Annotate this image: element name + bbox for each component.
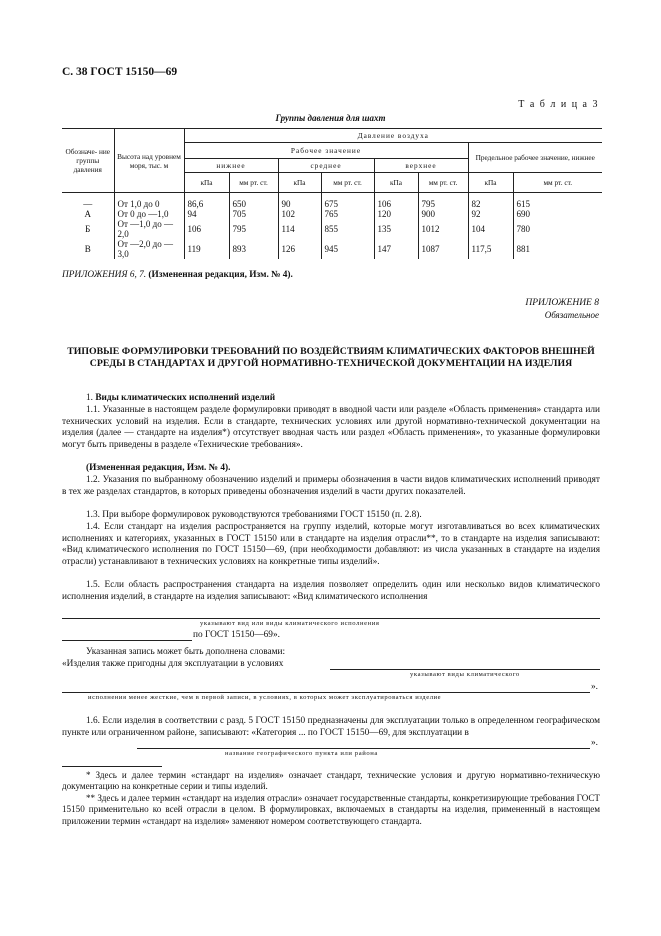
table-row	[62, 199, 602, 209]
fill-caption: название географического пункта или района	[225, 750, 378, 757]
cell-value: 126	[278, 239, 321, 259]
cell-value: 135	[374, 219, 418, 239]
cell-value: 615	[513, 199, 602, 209]
quote-end: ».	[591, 682, 598, 692]
cell-value: 650	[229, 199, 278, 209]
cell-value: 855	[321, 219, 374, 239]
cell-value: 690	[513, 209, 602, 219]
cell-value: 117,5	[468, 239, 513, 259]
cell-value: 147	[374, 239, 418, 259]
cell-value: 765	[321, 209, 374, 219]
cell-height: От —1,0 до —2,0	[114, 219, 184, 239]
footnote-2: ** Здесь и далее термин «стандарт на изделия отрасли» означает государственные стандарты, конкретизирующие требования ГОСТ 15150 применительно ко всей отрасли в целом. В формулировках, включаемых в стандарты на изделия, примененный в настоящем приложении термин «стандарт на изделия» заменяют номером соответствующего стандарта.	[62, 793, 600, 826]
cell-value: 104	[468, 219, 513, 239]
appendix-8-label	[525, 297, 599, 321]
fill-line	[137, 748, 590, 749]
cell-value: 114	[278, 219, 321, 239]
table-row	[62, 209, 602, 219]
footnote-divider	[62, 766, 162, 767]
lower-header: нижнее	[184, 159, 278, 173]
cell-height: От —2,0 до —3,0	[114, 239, 184, 259]
appendix-6-7-note	[62, 270, 600, 282]
section-title: Виды климатических исполнений изделий	[95, 393, 276, 403]
cell-value: 92	[468, 209, 513, 219]
unit-mmhg: мм рт. ст.	[321, 173, 374, 193]
cell-value: 780	[513, 219, 602, 239]
cell-value: 94	[184, 209, 229, 219]
cell-value: 82	[468, 199, 513, 209]
paragraph-1-6: 1.6. Если изделия в соответствии с разд. 5 ГОСТ 15150 предназначены для эксплуатации только в определенном географическом пункте или ограниченном районе, записывают: «Категория ... по ГОСТ 15150—69, для эксплуатации в	[62, 716, 600, 738]
working-value-header: Рабочее значение	[184, 143, 468, 159]
unit-kpa: кПа	[184, 173, 229, 193]
paragraph-1-4: 1.4. Если стандарт на изделия распространяется на группу изделий, которые могут изготавливаться во всех климатических исполнениях и категориях, указанных в ГОСТ 15150 или в стандарте на изделия отрасли**, то в стандарте на изделия записывают: «Вид климатического исполнения по ГОСТ 15150—69, (при необходимости добавляют: из числа указанных в стандарте на изделия отрасли) устанавливают в технических условиях на конкретные типы изделий».	[62, 522, 600, 567]
unit-kpa: кПа	[374, 173, 418, 193]
limit-value-header: Предельное рабочее значение, нижнее	[468, 143, 602, 173]
cell-height: От 1,0 до 0	[114, 199, 184, 209]
gost-reference: по ГОСТ 15150—69».	[193, 630, 280, 640]
fill-line	[62, 692, 590, 693]
table-row	[62, 239, 602, 259]
col-group-header: Обозначе- ние группы давления	[62, 129, 114, 193]
appendix-ref: ПРИЛОЖЕНИЯ 6, 7.	[62, 270, 147, 280]
fill-line	[62, 640, 192, 641]
fill-caption: указывают вид или виды климатического исполнения	[200, 620, 380, 627]
unit-kpa: кПа	[278, 173, 321, 193]
cell-group: Б	[85, 224, 91, 234]
amendment-note: (Измененная редакция, Изм. № 4).	[86, 463, 231, 473]
table-number: Т а б л и ц а 3	[518, 99, 599, 110]
cell-value: 90	[278, 199, 321, 209]
cell-value: 106	[374, 199, 418, 209]
cell-value: 705	[229, 209, 278, 219]
appendix-status: Обязательное	[544, 310, 599, 320]
cell-group: А	[84, 209, 91, 219]
appendix-number: ПРИЛОЖЕНИЕ 8	[525, 298, 599, 308]
paragraph-1-1: 1.1. Указанные в настоящем разделе формулировки приводят в вводной части или разделе «Область применения» стандарта или технических условий на изделия. Если в стандарте, технических условиях или другой нормативно-технической документации на изделия (далее — стандарте на изделия*) отсутствует вводная часть или раздел «Область применения», то указанные формулировки могут быть приведены в разделе «Технические требования».	[62, 405, 600, 450]
amendment-mark: (Измененная редакция, Изм. № 4).	[148, 270, 293, 280]
cell-value: 1012	[418, 219, 468, 239]
paragraph-1-5: 1.5. Если область распространения стандарта на изделия позволяет определить один или несколько видов климатического исполнения изделий, в стандарте на изделия записывают: «Вид климатического исполнения	[62, 580, 600, 602]
cell-value: 106	[184, 219, 229, 239]
cell-value: 900	[418, 209, 468, 219]
col-height-header: Высота над уровнем моря, тыс. м	[114, 129, 184, 193]
cell-value: 102	[278, 209, 321, 219]
cell-value: 881	[513, 239, 602, 259]
table-row	[62, 219, 602, 239]
fill-caption: указывают виды климатического	[410, 671, 520, 678]
unit-mmhg: мм рт. ст.	[513, 173, 602, 193]
fill-line	[330, 669, 600, 670]
section-number: 1.	[86, 393, 93, 403]
cell-value: 795	[418, 199, 468, 209]
unit-mmhg: мм рт. ст.	[418, 173, 468, 193]
upper-header: верхнее	[374, 159, 468, 173]
section-1-heading	[62, 393, 600, 405]
cell-value: 795	[229, 219, 278, 239]
cell-value: 86,6	[184, 199, 229, 209]
table-title: Группы давления для шахт	[275, 113, 386, 123]
appendix-title: ТИПОВЫЕ ФОРМУЛИРОВКИ ТРЕБОВАНИЙ ПО ВОЗДЕЙСТВИЯМ КЛИМАТИЧЕСКИХ ФАКТОРОВ ВНЕШНЕЙ СРЕДЫ В СТАНДАРТАХ И ДРУГОЙ НОРМАТИВНО-ТЕХНИЧЕСКОЙ ДОКУМЕНТАЦИИ НА ИЗДЕЛИЯ	[67, 346, 595, 369]
cell-value: 1087	[418, 239, 468, 259]
cell-value: 893	[229, 239, 278, 259]
cell-value: 119	[184, 239, 229, 259]
unit-mmhg: мм рт. ст.	[229, 173, 278, 193]
addition-note: Указанная запись может быть дополнена словами:	[86, 647, 286, 657]
fill-caption: исполнения менее жесткие, чем в первой записи, в условиях, в которых может эксплуатироваться изделие	[88, 694, 442, 701]
cell-value: 675	[321, 199, 374, 209]
quote-start: «Изделия также пригодны для эксплуатации в условиях	[62, 659, 284, 669]
footnote-1: * Здесь и далее термин «стандарт на изделия» означает стандарт, технические условия и другую нормативно-техническую документацию на конкретные серии и типы изделий.	[62, 770, 600, 792]
cell-value: 120	[374, 209, 418, 219]
unit-kpa: кПа	[468, 173, 513, 193]
cell-group: В	[84, 244, 91, 254]
quote-end: ».	[591, 738, 598, 748]
cell-group: —	[83, 199, 93, 209]
paragraph-1-2: 1.2. Указания по выбранному обозначению изделий и примеры обозначения в части видов климатических исполнений приводят в тех же разделах стандартов, в которых приведены обозначения изделий в части других показателей.	[62, 475, 600, 497]
air-pressure-header: Давление воздуха	[184, 129, 602, 143]
page-header: С. 38 ГОСТ 15150—69	[62, 66, 178, 78]
middle-header: среднее	[278, 159, 374, 173]
pressure-groups-table	[62, 128, 602, 259]
paragraph-1-3: 1.3. При выборе формулировок руководствуются требованиями ГОСТ 15150 (п. 2.8).	[86, 510, 422, 520]
cell-value: 945	[321, 239, 374, 259]
cell-height: От 0 до —1,0	[114, 209, 184, 219]
fill-line	[62, 618, 600, 619]
